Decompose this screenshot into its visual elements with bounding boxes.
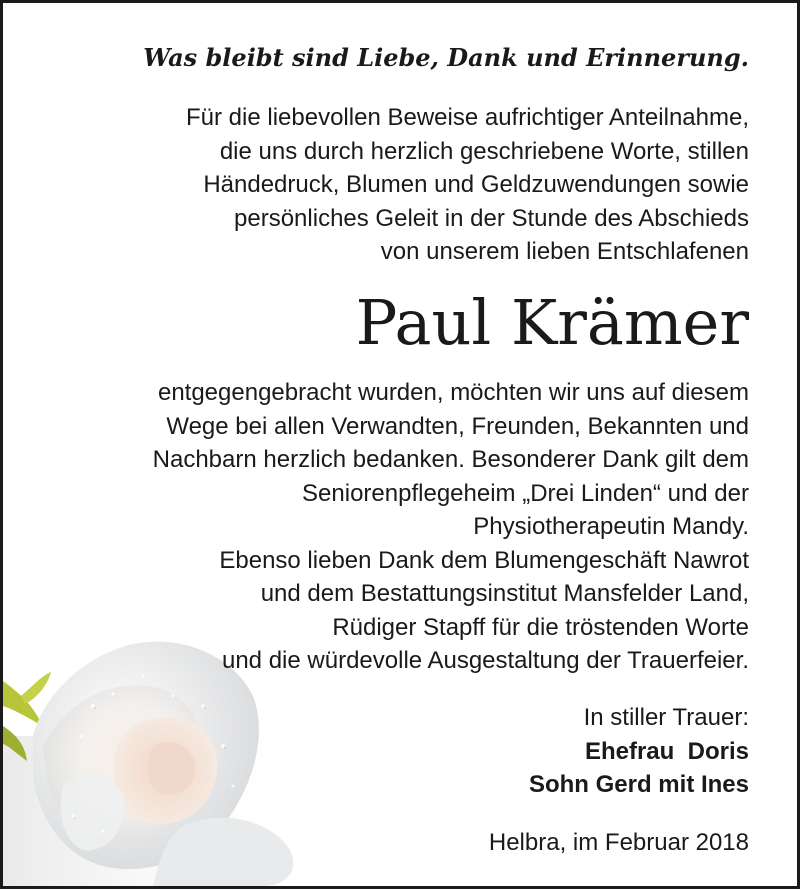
- intro-line: von unserem lieben Entschlafenen: [380, 238, 749, 265]
- intro-line: persönliches Geleit in der Stunde des Abschieds: [234, 204, 749, 232]
- body-line: Physiotherapeutin Mandy.: [473, 513, 749, 540]
- intro-paragraph: [186, 101, 749, 269]
- mourning-intro: In stiller Trauer:: [583, 704, 749, 731]
- body-line: Nachbarn herzlich bedanken. Besonderer Dank gilt dem: [152, 446, 749, 473]
- thanks-paragraph: [153, 376, 749, 678]
- place-date: Helbra, im Februar 2018: [488, 829, 749, 856]
- intro-line: die uns durch herzlich geschriebene Worte, stillen: [219, 137, 749, 165]
- intro-line: Händedruck, Blumen und Geldzuwendungen sowie: [203, 171, 749, 198]
- motto-heading: Was bleibt sind Liebe, Dank und Erinnerung.: [143, 43, 749, 72]
- body-line: und die würdevolle Ausgestaltung der Trauerfeier.: [221, 647, 749, 674]
- body-line: Ebenso lieben Dank dem Blumengeschäft Nawrot: [219, 546, 749, 574]
- body-line: Wege bei allen Verwandten, Freunden, Bekannten und: [166, 412, 749, 440]
- mourner-wife: Ehefrau Doris: [584, 737, 749, 765]
- notice-content: [3, 3, 797, 886]
- mourners-block: [529, 701, 749, 802]
- body-line: Rüdiger Stapff für die tröstenden Worte: [332, 613, 749, 641]
- body-line: und dem Bestattungsinstitut Mansfelder Land,: [260, 580, 749, 607]
- mourner-son: Sohn Gerd mit Ines: [528, 771, 749, 798]
- body-line: Seniorenpflegeheim „Drei Linden“ und der: [302, 479, 749, 507]
- deceased-name: Paul Krämer: [355, 286, 749, 359]
- body-line: entgegengebracht wurden, möchten wir uns auf diesem: [157, 379, 749, 406]
- intro-line: Für die liebevollen Beweise aufrichtiger Anteilnahme,: [186, 104, 749, 131]
